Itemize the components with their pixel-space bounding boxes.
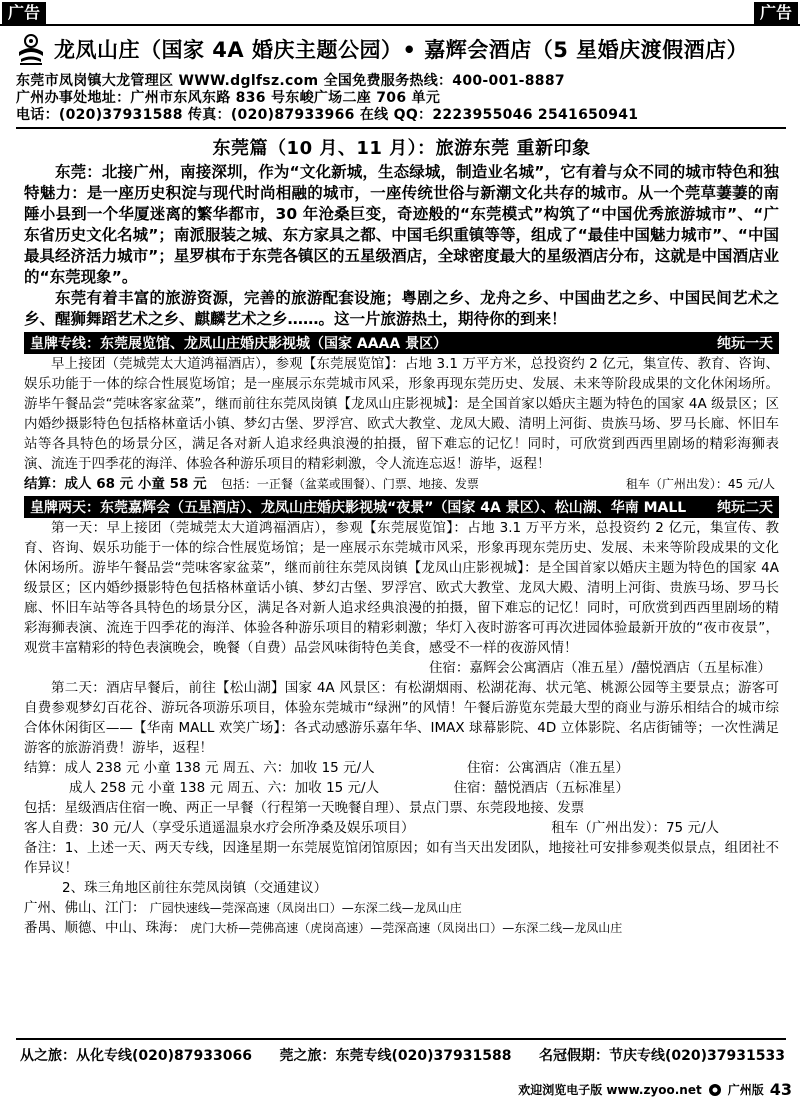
- ad-headline: 东莞篇（10 月、11 月）：旅游东莞 重新印象: [212, 138, 591, 159]
- page-footer: [518, 1080, 792, 1099]
- edition-label: 广州版: [727, 1083, 764, 1097]
- tour1-itinerary: 早上接团（莞城莞太大道鸿福酒店），参观【东莞展览馆】：占地 3.1 万平方米，总投资约 2 亿元，集宣传、教育、咨询、娱乐功能于一体的综合性展览场馆；是一座展示东莞城市风采，形象再现东莞历史、发展、未来等阶段成果的文化休闲场所。游毕午餐品尝“莞味客家盆菜”，继而前往东莞凤岗镇【龙凤山庄影视城】：是全国首家以婚庆主题为特色的国家 4A 级景区；区内婚纱摄影特色包括格林童话小镇、梦幻古堡、罗浮宫、欧式大教堂、龙凤大殿、清明上河街、贵族马场、罗马长廊、怀旧车站等各具特色的场景分区，满足各对新人追求经典浪漫的拍摄，留下难忘的记忆！同时，可欣赏到西西里剧场的精彩海狮表演、流连于四季花的海洋、体验各种游乐项目的精彩刺激，令人流连忘返！游毕，返程！: [24, 356, 779, 472]
- tour1-title: 皇牌专线：东莞展览馆、龙凤山庄婚庆影视城（国家 AAAA 景区）: [30, 336, 448, 352]
- route-1-from: 广州、佛山、江门：: [24, 900, 146, 916]
- footer-contact-3: 名冠假期：节庆专线(020)37931533: [539, 1048, 785, 1064]
- tour2-includes: 包括：星级酒店住宿一晚、两正一早餐（行程第一天晚餐自理）、景点门票、东莞段地接、发票: [24, 800, 585, 816]
- tour2-note-2: 2、珠三角地区前往东莞凤岗镇（交通建议）: [62, 880, 328, 896]
- footer-contact-2: 莞之旅：东莞专线(020)37931588: [279, 1048, 512, 1064]
- footer-divider: [16, 1038, 786, 1040]
- route-2-path: 虎门大桥—莞佛高速（虎岗高速）—莞深高速（凤岗出口）—东深二线—龙凤山庄: [190, 921, 623, 935]
- tour2-tag: 纯玩二天: [717, 500, 773, 516]
- tour1-price-row: [24, 474, 779, 494]
- tour2-day1: 第一天：早上接团（莞城莞太大道鸿福酒店），参观【东莞展览馆】：占地 3.1 万平方米，总投资约 2 亿元，集宣传、教育、咨询、娱乐功能于一体的综合性展览场馆；是一座展示东莞城市风采，形象再现东莞历史、发展、未来等阶段成果的文化休闲场所。游毕午餐品尝“莞味客家盆菜”，继而前往东莞凤岗镇【龙凤山庄影视城】：是全国首家以婚庆主题为特色的国家 4A 级景区；区内婚纱摄影特色包括格林童话小镇、梦幻古堡、罗浮宫、欧式大教堂、龙凤大殿、清明上河街、贵族马场、罗马长廊、怀旧车站等各具特色的场景分区，满足各对新人追求经典浪漫的拍摄，留下难忘的记忆！同时，可欣赏到西西里剧场的精彩海狮表演、流连于四季花的海洋、体验各种游乐项目的精彩刺激；华灯入夜时游客可再次进园体验最新开放的“夜市夜景”，观赏丰富精彩的特色表演晚会，晚餐（自费）品尝风味街特色美食，感受不一样的夜游风情！: [24, 520, 779, 656]
- tour2-price-row-1: [24, 758, 779, 778]
- tour1-tag: 纯玩一天: [717, 336, 773, 352]
- route-1-path: 广园快速线—莞深高速（凤岗出口）—东深二线—龙凤山庄: [149, 901, 462, 915]
- tour1-includes: 包括：一正餐（盆菜或围餐）、门票、地接、发票: [220, 477, 479, 491]
- route-row-1: [24, 898, 779, 918]
- intro-paragraph-2: 东莞有着丰富的旅游资源，完善的旅游配套设施；粤剧之乡、龙舟之乡、中国曲艺之乡、中国民间艺术之乡、醒狮舞蹈艺术之乡、麒麟艺术之乡……。这一片旅游热土，期待你的到来！: [24, 289, 779, 328]
- tour2-selfpay: 客人自费：30 元/人（享受乐逍遥温泉水疗会所净桑及娱乐项目）: [24, 820, 415, 836]
- tour2-banner: [24, 496, 779, 518]
- tour1-rental: 租车（广州出发）：45 元/人: [625, 477, 775, 491]
- tour2-stay: 住宿：嘉辉会公寓酒店（准五星）/囍悦酒店（五星标准）: [428, 660, 771, 676]
- address-website-line: 东莞市凤岗镇大龙管理区 WWW.dglfsz.com 全国免费服务热线：400-001-8887: [16, 73, 565, 89]
- tour2-selfpay-row: [24, 818, 779, 838]
- ad-label-left: 广告: [2, 2, 46, 24]
- resort-logo-icon: [16, 32, 46, 66]
- tour1-price: 结算：成人 68 元 小童 58 元: [24, 476, 207, 492]
- ad-label-right: 广告: [754, 2, 798, 24]
- header-divider: [16, 127, 786, 129]
- contact-line: 电话：(020)37931588 传真：(020)87933966 在线 QQ：2223955046 2541650941: [16, 107, 639, 123]
- tour2-stay-1: 住宿：公寓酒店（准五星）: [467, 760, 629, 776]
- footer-contact-1: 从之旅：从化专线(020)87933066: [20, 1048, 252, 1064]
- page-number: 43: [769, 1080, 792, 1099]
- tour2-day2: 第二天：酒店早餐后，前往【松山湖】国家 4A 风景区：有松湖烟雨、松湖花海、状元笔、桃源公园等主要景点；游客可自费参观梦幻百花谷、游玩各项游乐项目，体验东莞城市“绿洲”的风情！午餐后游览东莞最大型的商业与游乐相结合的城市综合体休闲街区——【华南 MALL 欢笑广场】：各式动感游乐嘉年华、IMAX 球幕影院、4D 立体影院、名店街铺等；一次性满足游客的旅游消费！游毕，返程！: [24, 680, 779, 756]
- site-logo-icon: [708, 1083, 722, 1097]
- route-2-from: 番禺、顺德、中山、珠海：: [24, 920, 186, 936]
- advertiser-title: 龙凤山庄（国家 4A 婚庆主题公园）• 嘉辉会酒店（5 星婚庆渡假酒店）: [54, 38, 749, 62]
- tour2-price-row-2: [24, 778, 779, 798]
- tour1-banner: [24, 332, 779, 354]
- tour2-note-1: 备注：1、上述一天、两天专线，因逢星期一东莞展览馆闭馆原因；如有当天出发团队，地接社可安排参观类似景点，组团社不作异议！: [24, 840, 779, 876]
- top-divider: [0, 24, 800, 26]
- tour2-price-2: 成人 258 元 小童 138 元 周五、六：加收 15 元/人: [69, 780, 380, 796]
- route-row-2: [24, 918, 779, 938]
- intro-paragraph-1: 东莞：北接广州，南接深圳，作为“文化新城，生态绿城，制造业名城”，它有着与众不同的城市特色和独特魅力：是一座历史积淀与现代时尚相融的城市，一座传统世俗与新潮文化共存的城市。从一个莞草萋萋的南陲小县到一个华厦迷离的繁华都市，30 年沧桑巨变，奇迹般的“东莞模式”构筑了“中国优秀旅游城市”、“广东省历史文化名城”；南派服装之城、东方家具之都、中国毛织重镇等等，组成了“最佳中国魅力城市”、“中国最具经济活力城市”；星罗棋布于东莞各镇区的五星级酒店，全球密度最大的星级酒店分布，这就是中国酒店业的“东莞现象”。: [24, 163, 779, 286]
- tour2-title: 皇牌两天：东莞嘉辉会（五星酒店）、龙凤山庄婚庆影视城“夜景”（国家 4A 景区）、松山湖、华南 MALL: [30, 500, 687, 516]
- tour2-rental: 租车（广州出发）：75 元/人: [551, 820, 719, 836]
- guangzhou-office-line: 广州办事处地址：广州市东风东路 836 号东峻广场二座 706 单元: [16, 90, 441, 106]
- ad-content: [24, 134, 779, 938]
- site-text: 欢迎浏览电子版 www.zyoo.net: [518, 1083, 702, 1097]
- footer-contacts: [20, 1045, 785, 1065]
- tour2-stay-2: 住宿：囍悦酒店（五标准星）: [453, 780, 629, 796]
- tour2-price-1: 结算：成人 238 元 小童 138 元 周五、六：加收 15 元/人: [24, 760, 375, 776]
